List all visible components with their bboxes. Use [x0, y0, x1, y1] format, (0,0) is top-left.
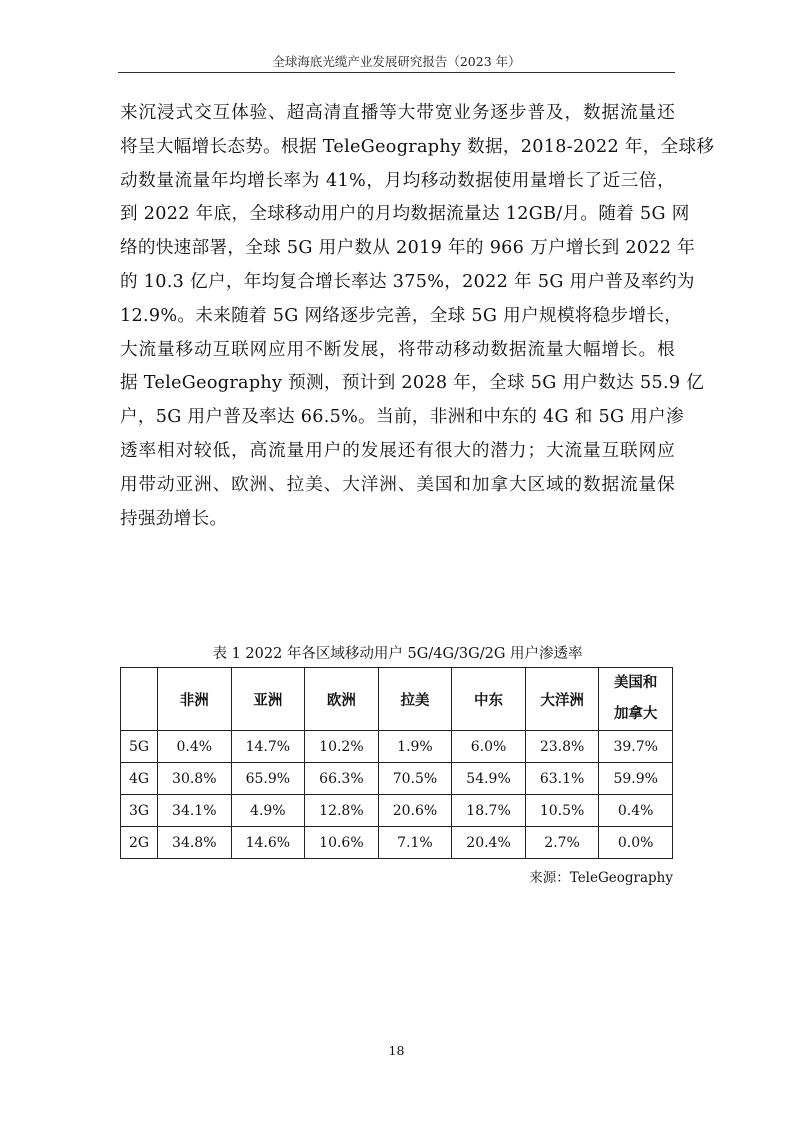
table-cell: 0.0% — [599, 827, 673, 859]
column-header: 欧洲 — [305, 668, 379, 731]
table-cell: 65.9% — [231, 763, 305, 795]
table-cell: 7.1% — [378, 827, 452, 859]
table-cell: 20.6% — [378, 795, 452, 827]
table-cell: 63.1% — [525, 763, 599, 795]
paragraph-line: 透率相对较低，高流量用户的发展还有很大的潜力；大流量互联网应 — [120, 440, 675, 461]
table-cell: 10.2% — [305, 731, 379, 763]
running-header: 全球海底光缆产业发展研究报告（2023 年） — [272, 54, 521, 69]
table-cell: 4.9% — [231, 795, 305, 827]
column-header: 亚洲 — [231, 668, 305, 731]
header-divider — [118, 72, 675, 73]
column-header: 中东 — [452, 668, 526, 731]
column-header-line: 加拿大 — [613, 706, 658, 722]
table-cell: 0.4% — [158, 731, 232, 763]
table-source-note: 来源：TeleGeography — [529, 870, 673, 886]
table-cell: 0.4% — [599, 795, 673, 827]
table-cell: 70.5% — [378, 763, 452, 795]
paragraph-line: 动数量流量年均增长率为 41%，月均移动数据使用量增长了近三倍， — [120, 170, 675, 191]
table-cell: 14.7% — [231, 731, 305, 763]
table-cell: 18.7% — [452, 795, 526, 827]
column-header-line: 美国和 — [613, 675, 658, 691]
paragraph-line: 大流量移动互联网应用不断发展，将带动移动数据流量大幅增长。根 — [120, 339, 675, 360]
table-cell: 14.6% — [231, 827, 305, 859]
table-cell: 39.7% — [599, 731, 673, 763]
table-cell: 34.8% — [158, 827, 232, 859]
paragraph-line: 到 2022 年底，全球移动用户的月均数据流量达 12GB/月。随着 5G 网 — [120, 204, 690, 225]
row-header: 3G — [121, 795, 158, 827]
table-cell: 23.8% — [525, 731, 599, 763]
table-cell: 10.5% — [525, 795, 599, 827]
paragraph-line: 的 10.3 亿户，年均复合增长率达 375%，2022 年 5G 用户普及率约为 — [120, 271, 695, 292]
paragraph-line: 户，5G 用户普及率达 66.5%。当前，非洲和中东的 4G 和 5G 用户渗 — [120, 407, 684, 428]
row-header: 4G — [121, 763, 158, 795]
row-header: 2G — [121, 827, 158, 859]
table-header-row — [121, 668, 673, 731]
table-cell: 1.9% — [378, 731, 452, 763]
table-cell: 6.0% — [452, 731, 526, 763]
table-cell: 54.9% — [452, 763, 526, 795]
column-header — [599, 668, 673, 731]
row-header: 5G — [121, 731, 158, 763]
page-number: 18 — [388, 1043, 405, 1058]
table-cell: 10.6% — [305, 827, 379, 859]
paragraph-line: 持强劲增长。 — [120, 508, 228, 529]
table-cell: 59.9% — [599, 763, 673, 795]
table-cell: 12.8% — [305, 795, 379, 827]
paragraph-line: 用带动亚洲、欧洲、拉美、大洋洲、美国和加拿大区域的数据流量保 — [120, 474, 675, 495]
table-cell: 66.3% — [305, 763, 379, 795]
column-header: 拉美 — [378, 668, 452, 731]
paragraph-line: 络的快速部署，全球 5G 用户数从 2019 年的 966 万户增长到 2022 年 — [120, 238, 696, 259]
paragraph-line: 将呈大幅增长态势。根据 TeleGeography 数据，2018-2022 年，全球移 — [120, 136, 715, 157]
paragraph-line: 来沉浸式交互体验、超高清直播等大带宽业务逐步普及，数据流量还 — [120, 103, 675, 123]
body-paragraph — [120, 97, 715, 536]
table-cell: 20.4% — [452, 827, 526, 859]
table-caption: 表 1 2022 年各区域移动用户 5G/4G/3G/2G 用户渗透率 — [212, 646, 583, 662]
table-row — [121, 827, 673, 859]
table-row — [121, 763, 673, 795]
table-row — [121, 795, 673, 827]
table-corner-cell — [121, 668, 158, 731]
penetration-table — [120, 667, 673, 859]
table-cell: 34.1% — [158, 795, 232, 827]
paragraph-line: 12.9%。未来随着 5G 网络逐步完善，全球 5G 用户规模将稳步增长， — [120, 305, 683, 326]
column-header: 大洋洲 — [525, 668, 599, 731]
table-cell: 30.8% — [158, 763, 232, 795]
paragraph-line: 据 TeleGeography 预测，预计到 2028 年，全球 5G 用户数达 55.9 亿 — [120, 373, 705, 394]
table-cell: 2.7% — [525, 827, 599, 859]
column-header: 非洲 — [158, 668, 232, 731]
table-row — [121, 731, 673, 763]
